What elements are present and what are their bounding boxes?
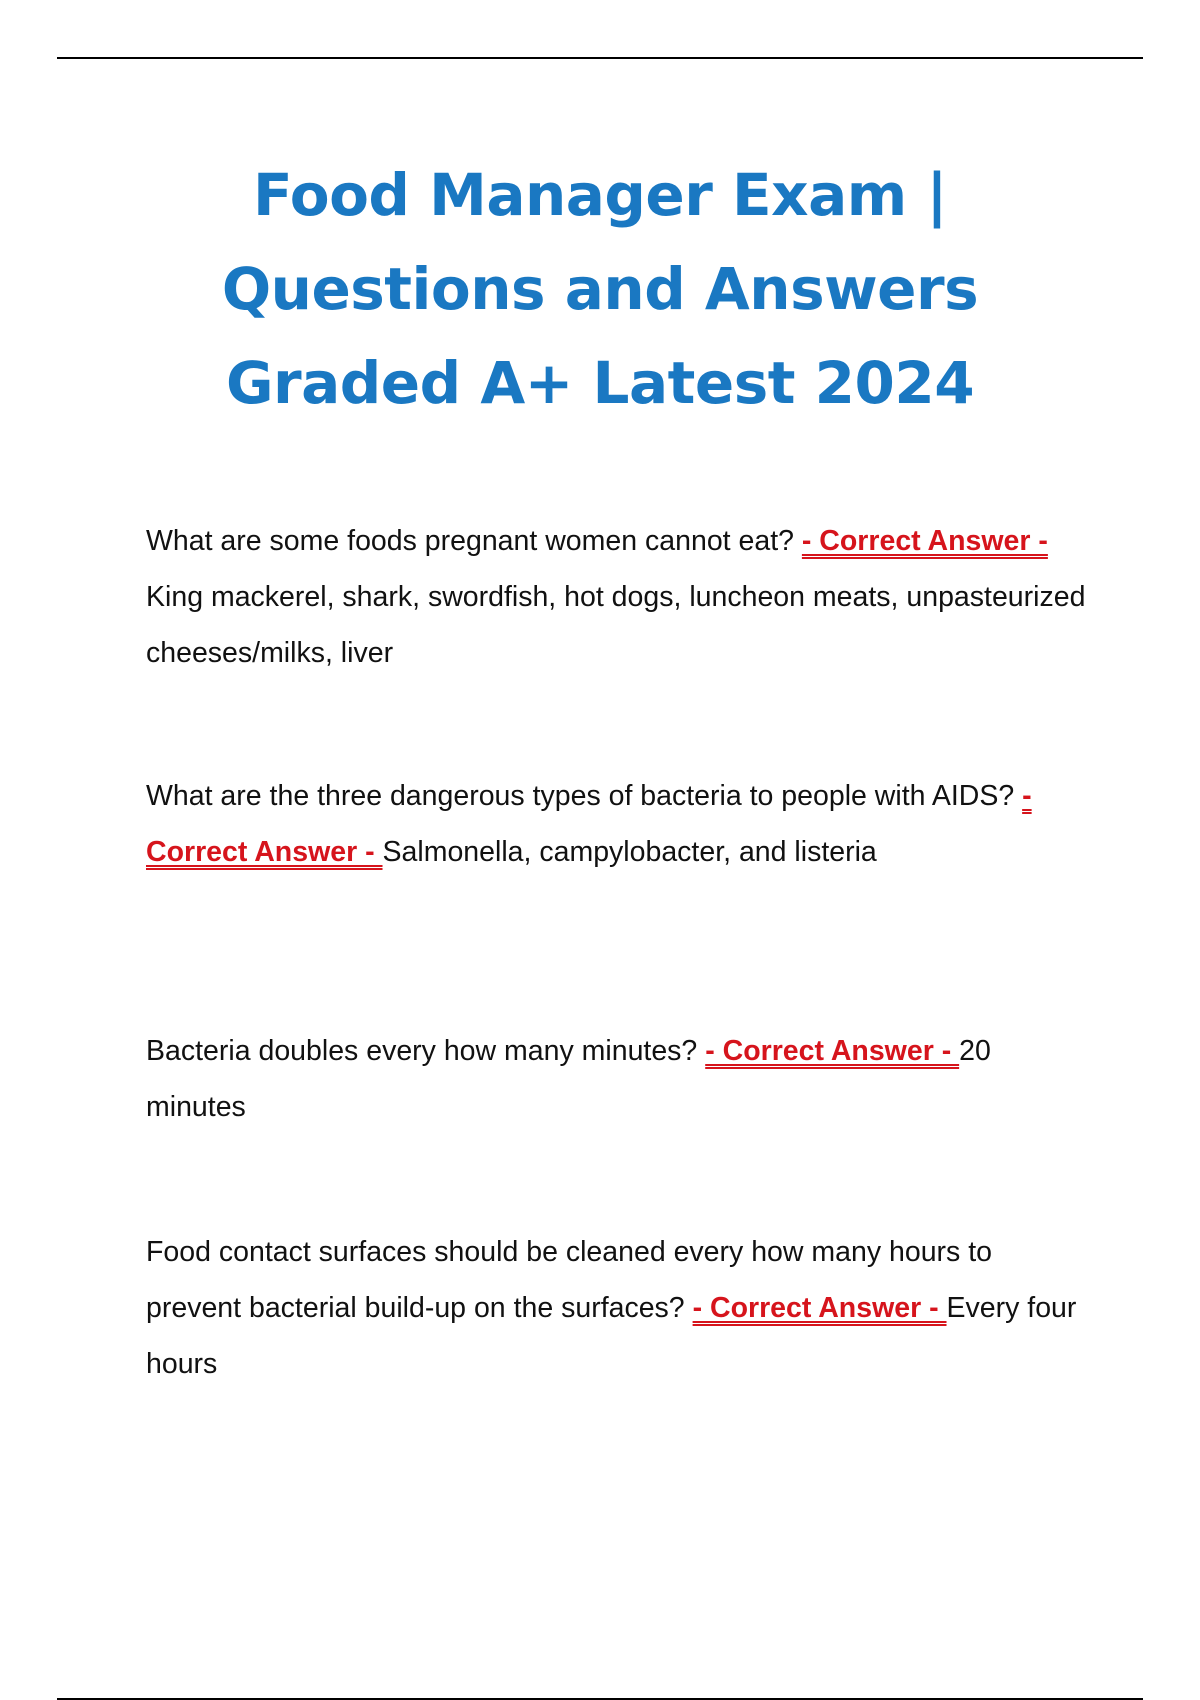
answer-text: Salmonella, campylobacter, and listeria <box>382 836 877 868</box>
answer-text: King mackerel, shark, swordfish, hot dogs, luncheon meats, unpasteurized cheeses/milks, liver <box>146 581 1086 669</box>
qa-item-3 <box>146 1023 1091 1135</box>
correct-answer-marker: - Correct Answer - <box>705 1035 960 1067</box>
qa-item-2 <box>146 768 1091 880</box>
qa-item-1 <box>146 513 1091 681</box>
correct-answer-marker: - Correct Answer - <box>146 780 1032 868</box>
qa-item-4 <box>146 1224 1091 1392</box>
question-text: What are the three dangerous types of bacteria to people with AIDS? <box>146 780 1023 812</box>
correct-answer-marker: - Correct Answer - <box>801 525 1048 557</box>
question-text: Bacteria doubles every how many minutes? <box>146 1035 706 1067</box>
top-rule <box>57 57 1143 59</box>
answer-text: Every four hours <box>146 1292 1077 1380</box>
question-text: What are some foods pregnant women cannot eat? <box>146 525 802 557</box>
document-title: Food Manager Exam | Questions and Answers Graded A+ Latest 2024 <box>221 161 979 417</box>
correct-answer-marker: - Correct Answer - <box>692 1292 947 1324</box>
answer-text: 20 minutes <box>146 1035 991 1123</box>
question-text: Food contact surfaces should be cleaned every how many hours to prevent bacterial build-up on the surfaces? <box>146 1236 992 1324</box>
